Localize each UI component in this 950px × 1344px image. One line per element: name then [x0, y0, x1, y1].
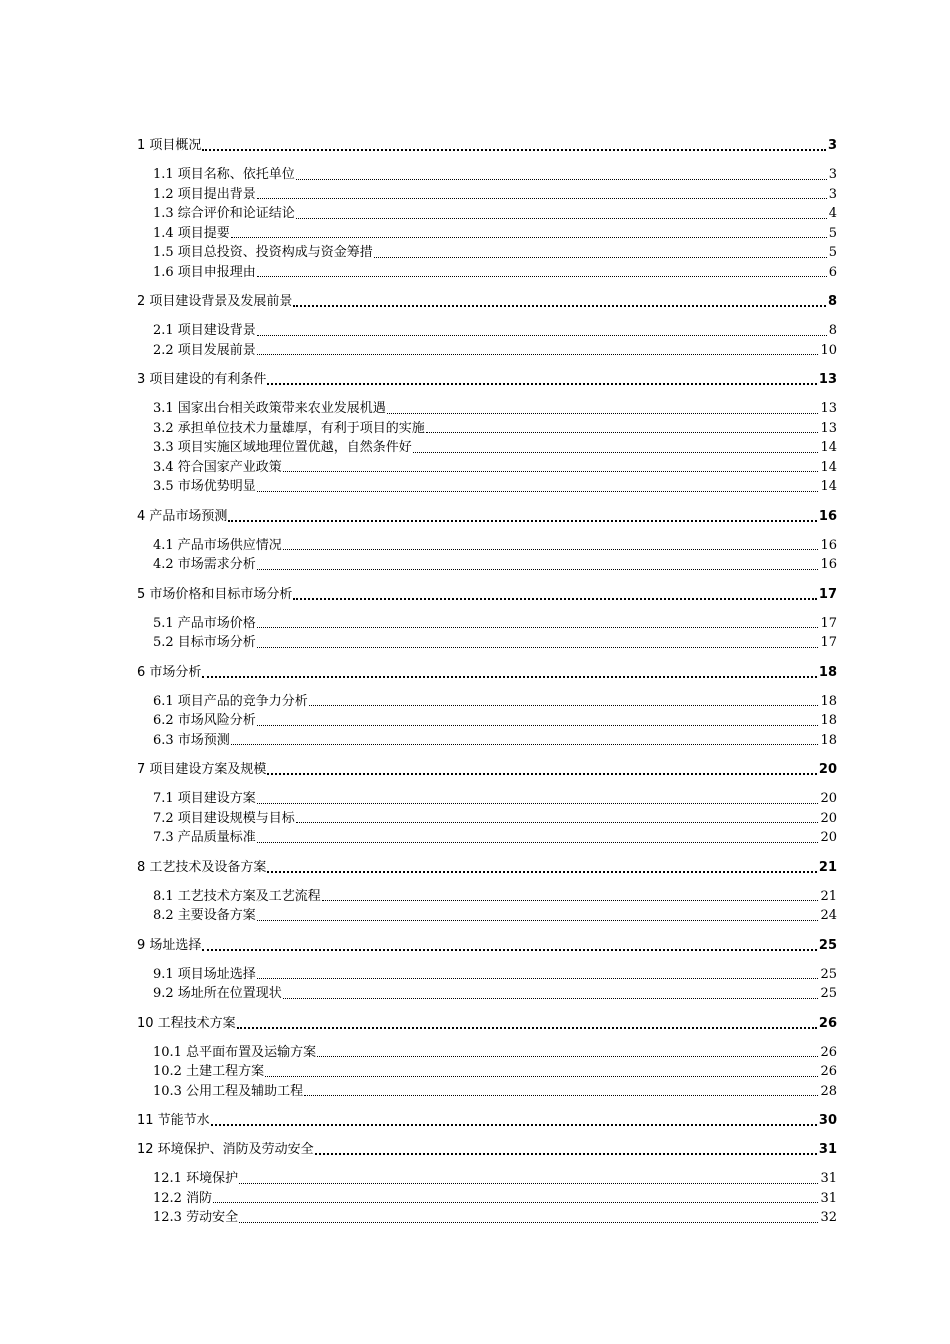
toc-section-title: 12 环境保护、消防及劳动安全 — [137, 1142, 314, 1157]
toc-subsection-title: 1.2 项目提出背景 — [153, 185, 257, 205]
toc-subsection-entry[interactable] — [137, 458, 837, 478]
toc-section-title: 9 场址选择 — [137, 937, 202, 953]
toc-dot-leader — [293, 598, 817, 600]
toc-section-entry[interactable] — [137, 507, 837, 526]
toc-subsection-entry[interactable] — [137, 165, 837, 185]
toc-subsection-title: 3.4 符合国家产业政策 — [153, 458, 283, 478]
toc-page-number: 14 — [819, 477, 837, 497]
toc-subsection-entry[interactable] — [137, 1189, 837, 1209]
toc-page-number: 20 — [819, 828, 837, 848]
toc-dot-leader — [228, 520, 817, 522]
toc-subsection-entry[interactable] — [137, 984, 837, 1004]
toc-page-number: 20 — [818, 762, 837, 777]
toc-subsection-group — [137, 399, 837, 497]
toc-page-number: 18 — [819, 731, 837, 751]
toc-section-entry[interactable] — [137, 136, 837, 155]
toc-section-title: 10 工程技术方案 — [137, 1015, 236, 1031]
toc-subsection-title: 4.2 市场需求分析 — [153, 555, 257, 575]
toc-subsection-title: 7.2 项目建设规模与目标 — [153, 809, 296, 829]
toc-dot-leader — [257, 842, 819, 843]
toc-subsection-title: 5.2 目标市场分析 — [153, 633, 257, 653]
toc-subsection-entry[interactable] — [137, 1043, 837, 1063]
toc-subsection-title: 12.3 劳动安全 — [153, 1208, 239, 1228]
toc-section-entry[interactable] — [137, 936, 837, 955]
toc-page-number: 31 — [819, 1169, 837, 1189]
toc-subsection-title: 12.2 消防 — [153, 1189, 213, 1209]
toc-page-number: 24 — [819, 906, 837, 926]
toc-page-number: 30 — [818, 1113, 837, 1128]
toc-page-number: 14 — [819, 458, 837, 478]
toc-subsection-entry[interactable] — [137, 789, 837, 809]
toc-dot-leader — [283, 549, 819, 550]
toc-dot-leader — [296, 822, 819, 823]
toc-subsection-title: 1.6 项目申报理由 — [153, 263, 257, 283]
toc-section-title: 7 项目建设方案及规模 — [137, 762, 267, 777]
toc-subsection-group — [137, 1169, 837, 1228]
toc-page-number: 4 — [828, 204, 837, 224]
toc-subsection-title: 7.1 项目建设方案 — [153, 789, 257, 809]
toc-page-number: 17 — [818, 586, 837, 602]
toc-dot-leader — [202, 676, 817, 678]
toc-dot-leader — [211, 1124, 817, 1126]
toc-page-number: 25 — [818, 937, 837, 953]
toc-subsection-title: 8.2 主要设备方案 — [153, 906, 257, 926]
toc-subsection-entry[interactable] — [137, 809, 837, 829]
toc-subsection-entry[interactable] — [137, 438, 837, 458]
toc-page-number: 21 — [818, 859, 837, 875]
toc-subsection-entry[interactable] — [137, 243, 837, 263]
toc-subsection-title: 3.3 项目实施区域地理位置优越，自然条件好 — [153, 438, 413, 458]
toc-page-number: 13 — [818, 372, 837, 387]
toc-subsection-entry[interactable] — [137, 224, 837, 244]
toc-page-number: 18 — [819, 711, 837, 731]
toc-page-number: 16 — [818, 508, 837, 524]
toc-subsection-group — [137, 165, 837, 282]
toc-subsection-entry[interactable] — [137, 263, 837, 283]
toc-section-entry[interactable] — [137, 370, 837, 389]
toc-dot-leader — [426, 432, 819, 433]
toc-page-number: 26 — [818, 1015, 837, 1031]
toc-section-title: 2 项目建设背景及发展前景 — [137, 294, 293, 309]
toc-dot-leader — [202, 149, 826, 151]
toc-dot-leader — [257, 920, 819, 921]
toc-dot-leader — [231, 744, 819, 745]
toc-subsection-entry[interactable] — [137, 1062, 837, 1082]
toc-subsection-title: 8.1 工艺技术方案及工艺流程 — [153, 887, 322, 907]
toc-dot-leader — [257, 803, 819, 804]
toc-subsection-group — [137, 965, 837, 1004]
toc-subsection-entry[interactable] — [137, 419, 837, 439]
toc-section-entry[interactable] — [137, 292, 837, 311]
toc-dot-leader — [202, 949, 817, 951]
toc-dot-leader — [315, 1153, 817, 1155]
toc-section-entry[interactable] — [137, 663, 837, 682]
toc-dot-leader — [257, 276, 827, 277]
toc-subsection-title: 6.3 市场预测 — [153, 731, 231, 751]
toc-page-number: 5 — [828, 224, 837, 244]
toc-dot-leader — [293, 305, 826, 307]
toc-dot-leader — [267, 773, 817, 775]
toc-dot-leader — [257, 978, 819, 979]
toc-section-title: 6 市场分析 — [137, 664, 202, 680]
toc-subsection-group — [137, 1043, 837, 1102]
toc-page-number: 17 — [819, 614, 837, 634]
toc-subsection-title: 9.1 项目场址选择 — [153, 965, 257, 985]
toc-subsection-title: 10.3 公用工程及辅助工程 — [153, 1082, 304, 1102]
toc-page-number: 8 — [827, 294, 837, 309]
toc-page-number: 31 — [819, 1189, 837, 1209]
toc-dot-leader — [257, 569, 819, 570]
toc-subsection-entry[interactable] — [137, 1208, 837, 1228]
toc-page-number: 25 — [819, 965, 837, 985]
toc-subsection-title: 3.2 承担单位技术力量雄厚，有利于项目的实施 — [153, 419, 426, 439]
toc-dot-leader — [257, 725, 819, 726]
toc-subsection-entry[interactable] — [137, 399, 837, 419]
toc-page-number: 5 — [828, 243, 837, 263]
toc-subsection-group — [137, 789, 837, 848]
table-of-contents — [137, 136, 837, 1238]
toc-dot-leader — [283, 471, 819, 472]
toc-subsection-group — [137, 692, 837, 751]
toc-subsection-title: 6.2 市场风险分析 — [153, 711, 257, 731]
toc-dot-leader — [296, 218, 827, 219]
toc-section-title: 5 市场价格和目标市场分析 — [137, 586, 293, 602]
toc-dot-leader — [283, 998, 819, 999]
toc-dot-leader — [257, 354, 819, 355]
toc-subsection-entry[interactable] — [137, 887, 837, 907]
toc-page-number: 17 — [819, 633, 837, 653]
toc-page-number: 3 — [827, 138, 837, 153]
toc-subsection-entry[interactable] — [137, 341, 837, 361]
toc-subsection-entry[interactable] — [137, 906, 837, 926]
toc-subsection-entry[interactable] — [137, 614, 837, 634]
toc-section-title: 4 产品市场预测 — [137, 508, 228, 524]
toc-subsection-group — [137, 887, 837, 926]
toc-dot-leader — [239, 1222, 818, 1223]
toc-subsection-title: 10.1 总平面布置及运输方案 — [153, 1043, 317, 1063]
toc-dot-leader — [231, 237, 827, 238]
toc-subsection-title: 6.1 项目产品的竞争力分析 — [153, 692, 309, 712]
toc-page-number: 6 — [828, 263, 837, 283]
toc-page-number: 16 — [819, 536, 837, 556]
toc-page-number: 3 — [828, 185, 837, 205]
toc-dot-leader — [374, 257, 827, 258]
toc-page-number: 26 — [819, 1062, 837, 1082]
toc-subsection-entry[interactable] — [137, 536, 837, 556]
toc-dot-leader — [257, 491, 819, 492]
toc-section-entry[interactable] — [137, 1140, 837, 1159]
toc-section-entry[interactable] — [137, 1014, 837, 1033]
toc-page-number: 25 — [819, 984, 837, 1004]
toc-subsection-entry[interactable] — [137, 1082, 837, 1102]
toc-section-entry[interactable] — [137, 760, 837, 779]
toc-subsection-entry[interactable] — [137, 555, 837, 575]
toc-subsection-entry[interactable] — [137, 633, 837, 653]
toc-dot-leader — [296, 179, 827, 180]
toc-section-entry[interactable] — [137, 585, 837, 604]
toc-subsection-title: 7.3 产品质量标准 — [153, 828, 257, 848]
toc-dot-leader — [257, 627, 819, 628]
toc-subsection-entry[interactable] — [137, 185, 837, 205]
toc-subsection-title: 3.5 市场优势明显 — [153, 477, 257, 497]
toc-page-number: 26 — [819, 1043, 837, 1063]
toc-subsection-title: 12.1 环境保护 — [153, 1169, 239, 1189]
toc-subsection-title: 1.3 综合评价和论证结论 — [153, 204, 296, 224]
toc-dot-leader — [257, 198, 827, 199]
toc-dot-leader — [309, 705, 819, 706]
toc-dot-leader — [237, 1027, 817, 1029]
toc-dot-leader — [322, 900, 819, 901]
toc-page-number: 32 — [819, 1208, 837, 1228]
toc-subsection-title: 2.2 项目发展前景 — [153, 341, 257, 361]
toc-page-number: 8 — [828, 321, 837, 341]
toc-dot-leader — [267, 383, 817, 385]
toc-page-number: 18 — [818, 664, 837, 680]
toc-page-number: 14 — [819, 438, 837, 458]
toc-subsection-group — [137, 321, 837, 360]
toc-subsection-title: 2.1 项目建设背景 — [153, 321, 257, 341]
toc-page-number: 3 — [828, 165, 837, 185]
toc-subsection-title: 4.1 产品市场供应情况 — [153, 536, 283, 556]
toc-subsection-entry[interactable] — [137, 477, 837, 497]
toc-subsection-title: 9.2 场址所在位置现状 — [153, 984, 283, 1004]
toc-subsection-group — [137, 536, 837, 575]
toc-section-title: 8 工艺技术及设备方案 — [137, 859, 267, 875]
toc-subsection-group — [137, 614, 837, 653]
toc-page-number: 28 — [819, 1082, 837, 1102]
toc-section-title: 3 项目建设的有利条件 — [137, 372, 267, 387]
toc-dot-leader — [387, 413, 819, 414]
toc-page-number: 21 — [819, 887, 837, 907]
toc-subsection-entry[interactable] — [137, 204, 837, 224]
toc-section-title: 1 项目概况 — [137, 138, 202, 153]
toc-page-number: 10 — [819, 341, 837, 361]
toc-subsection-title: 5.1 产品市场价格 — [153, 614, 257, 634]
toc-page-number: 16 — [819, 555, 837, 575]
toc-dot-leader — [257, 647, 819, 648]
toc-dot-leader — [257, 335, 827, 336]
toc-dot-leader — [267, 871, 817, 873]
toc-page-number: 13 — [819, 399, 837, 419]
toc-subsection-entry[interactable] — [137, 321, 837, 341]
toc-subsection-title: 3.1 国家出台相关政策带来农业发展机遇 — [153, 399, 387, 419]
toc-dot-leader — [413, 452, 819, 453]
toc-page-number: 20 — [819, 789, 837, 809]
toc-section-title: 11 节能节水 — [137, 1113, 210, 1128]
toc-dot-leader — [239, 1183, 818, 1184]
toc-dot-leader — [304, 1095, 818, 1096]
toc-page-number: 31 — [818, 1142, 837, 1157]
toc-section-entry[interactable] — [137, 1111, 837, 1130]
toc-subsection-title: 1.5 项目总投资、投资构成与资金筹措 — [153, 243, 374, 263]
toc-subsection-entry[interactable] — [137, 692, 837, 712]
toc-subsection-entry[interactable] — [137, 965, 837, 985]
toc-subsection-title: 10.2 土建工程方案 — [153, 1062, 265, 1082]
toc-page-number: 18 — [819, 692, 837, 712]
toc-dot-leader — [317, 1056, 818, 1057]
toc-page-number: 20 — [819, 809, 837, 829]
toc-subsection-title: 1.4 项目提要 — [153, 224, 231, 244]
toc-dot-leader — [265, 1076, 818, 1077]
toc-subsection-entry[interactable] — [137, 828, 837, 848]
toc-subsection-title: 1.1 项目名称、依托单位 — [153, 165, 296, 185]
toc-page-number: 13 — [819, 419, 837, 439]
toc-section-entry[interactable] — [137, 858, 837, 877]
toc-subsection-entry[interactable] — [137, 731, 837, 751]
toc-subsection-entry[interactable] — [137, 711, 837, 731]
toc-subsection-entry[interactable] — [137, 1169, 837, 1189]
toc-dot-leader — [213, 1202, 818, 1203]
